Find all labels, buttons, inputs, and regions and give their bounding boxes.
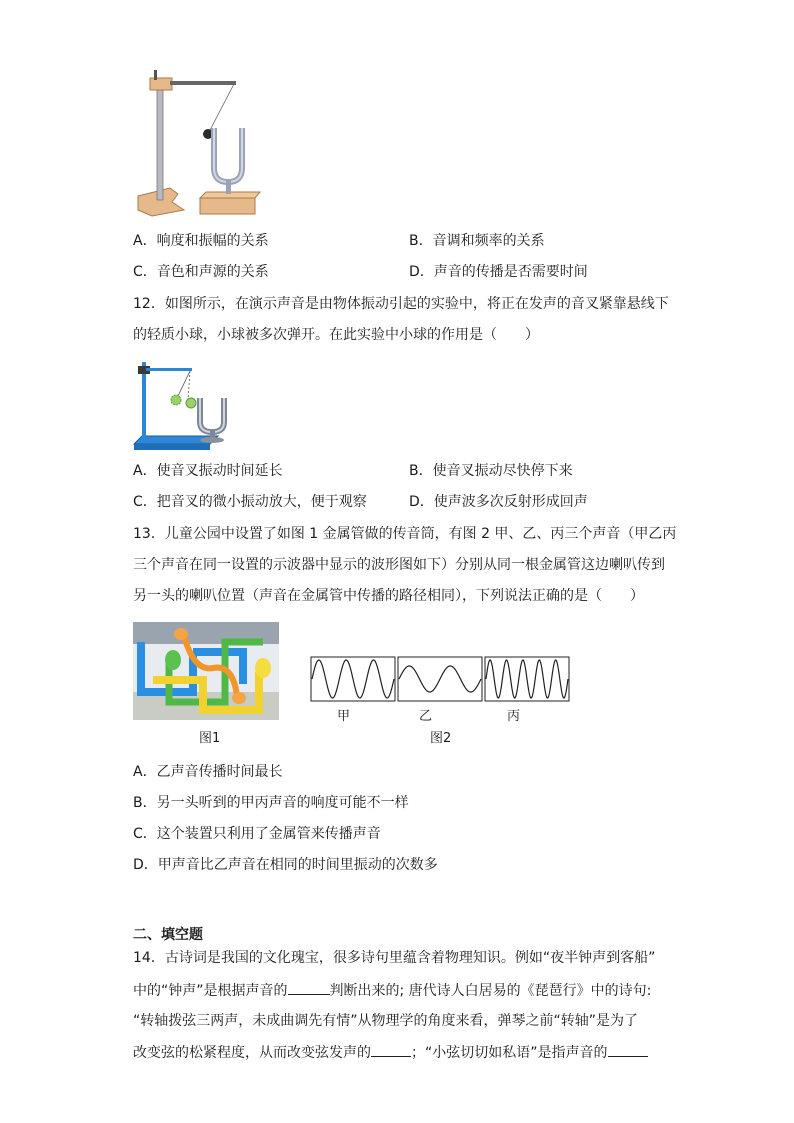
q14-blank-1[interactable] bbox=[288, 980, 330, 995]
q13-option-a: A．乙声音传播时间最长 bbox=[133, 764, 283, 780]
q14-line2-part1: 中的“钟声”是根据声音的 bbox=[133, 983, 288, 999]
q12-option-b: B．使音叉振动尽快停下来 bbox=[409, 463, 573, 479]
q13-option-b: B．另一头听到的甲丙声音的响度可能不一样 bbox=[133, 795, 409, 811]
q12-stem-line2: 的轻质小球，小球被多次弹开。在此实验中小球的作用是（ ） bbox=[133, 327, 539, 343]
section-title-fill-blank: 二、填空题 bbox=[133, 927, 203, 943]
q11-option-d: D．声音的传播是否需要时间 bbox=[409, 264, 588, 280]
q11-option-a: A．响度和振幅的关系 bbox=[133, 233, 269, 249]
q11-option-b: B．音调和频率的关系 bbox=[409, 233, 545, 249]
waveform-figure bbox=[310, 656, 572, 702]
wave-label-bing: 丙 bbox=[507, 709, 521, 724]
q14-line4-part2: ；“小弦切切如私语”是指声音的 bbox=[411, 1045, 608, 1061]
waveform-jia bbox=[311, 657, 395, 701]
q11-option-c: C．音色和声源的关系 bbox=[133, 264, 269, 280]
tuning-fork-stand-figure bbox=[130, 70, 265, 218]
sound-pipe-photo bbox=[133, 622, 279, 720]
q14-line2-part2: 判断出来的; 唐代诗人白居易的《琵琶行》中的诗句: bbox=[329, 983, 652, 999]
waveform-bing bbox=[485, 657, 569, 701]
wave-label-yi: 乙 bbox=[419, 709, 433, 724]
q14-blank-3[interactable] bbox=[608, 1042, 648, 1057]
q12-option-c: C．把音叉的微小振动放大，便于观察 bbox=[133, 494, 367, 510]
q12-option-a: A．使音叉振动时间延长 bbox=[133, 463, 283, 479]
q14-line4-part1: 改变弦的松紧程度，从而改变弦发声的 bbox=[133, 1045, 371, 1061]
figure-1-caption: 图1 bbox=[199, 731, 221, 746]
q13-stem-line3: 另一头的喇叭位置（声音在金属管中传播的路径相同），下列说法正确的是（ ） bbox=[133, 588, 644, 604]
q14-line1: 14．古诗词是我国的文化瑰宝，很多诗句里蕴含着物理知识。例如“夜半钟声到客船” bbox=[133, 950, 656, 966]
q13-stem-line2: 三个声音在同一设置的示波器中显示的波形图如下）分别从同一根金属管这边喇叭传到 bbox=[133, 557, 665, 573]
q14-line2 bbox=[133, 980, 651, 1001]
q14-line4 bbox=[133, 1042, 648, 1063]
figure-2-caption: 图2 bbox=[430, 731, 452, 746]
q13-option-c: C．这个装置只利用了金属管来传播声音 bbox=[133, 826, 381, 842]
q13-option-d: D．甲声音比乙声音在相同的时间里振动的次数多 bbox=[133, 857, 438, 873]
q13-stem-line1: 13．儿童公园中设置了如图 1 金属管做的传音筒，有图 2 甲、乙、丙三个声音（甲乙丙 bbox=[133, 526, 677, 542]
q12-stem-line1: 12．如图所示，在演示声音是由物体振动引起的实验中，将正在发声的音叉紧靠悬线下 bbox=[133, 296, 669, 312]
q14-line3: “转轴拨弦三两声，未成曲调先有情”从物理学的角度来看，弹琴之前“转轴”是为了 bbox=[133, 1013, 639, 1029]
q14-blank-2[interactable] bbox=[371, 1042, 411, 1057]
waveform-yi bbox=[398, 657, 482, 701]
tuning-fork-ball-figure bbox=[130, 356, 240, 456]
q12-option-d: D．使声波多次反射形成回声 bbox=[409, 494, 588, 510]
wave-label-jia: 甲 bbox=[337, 709, 351, 724]
